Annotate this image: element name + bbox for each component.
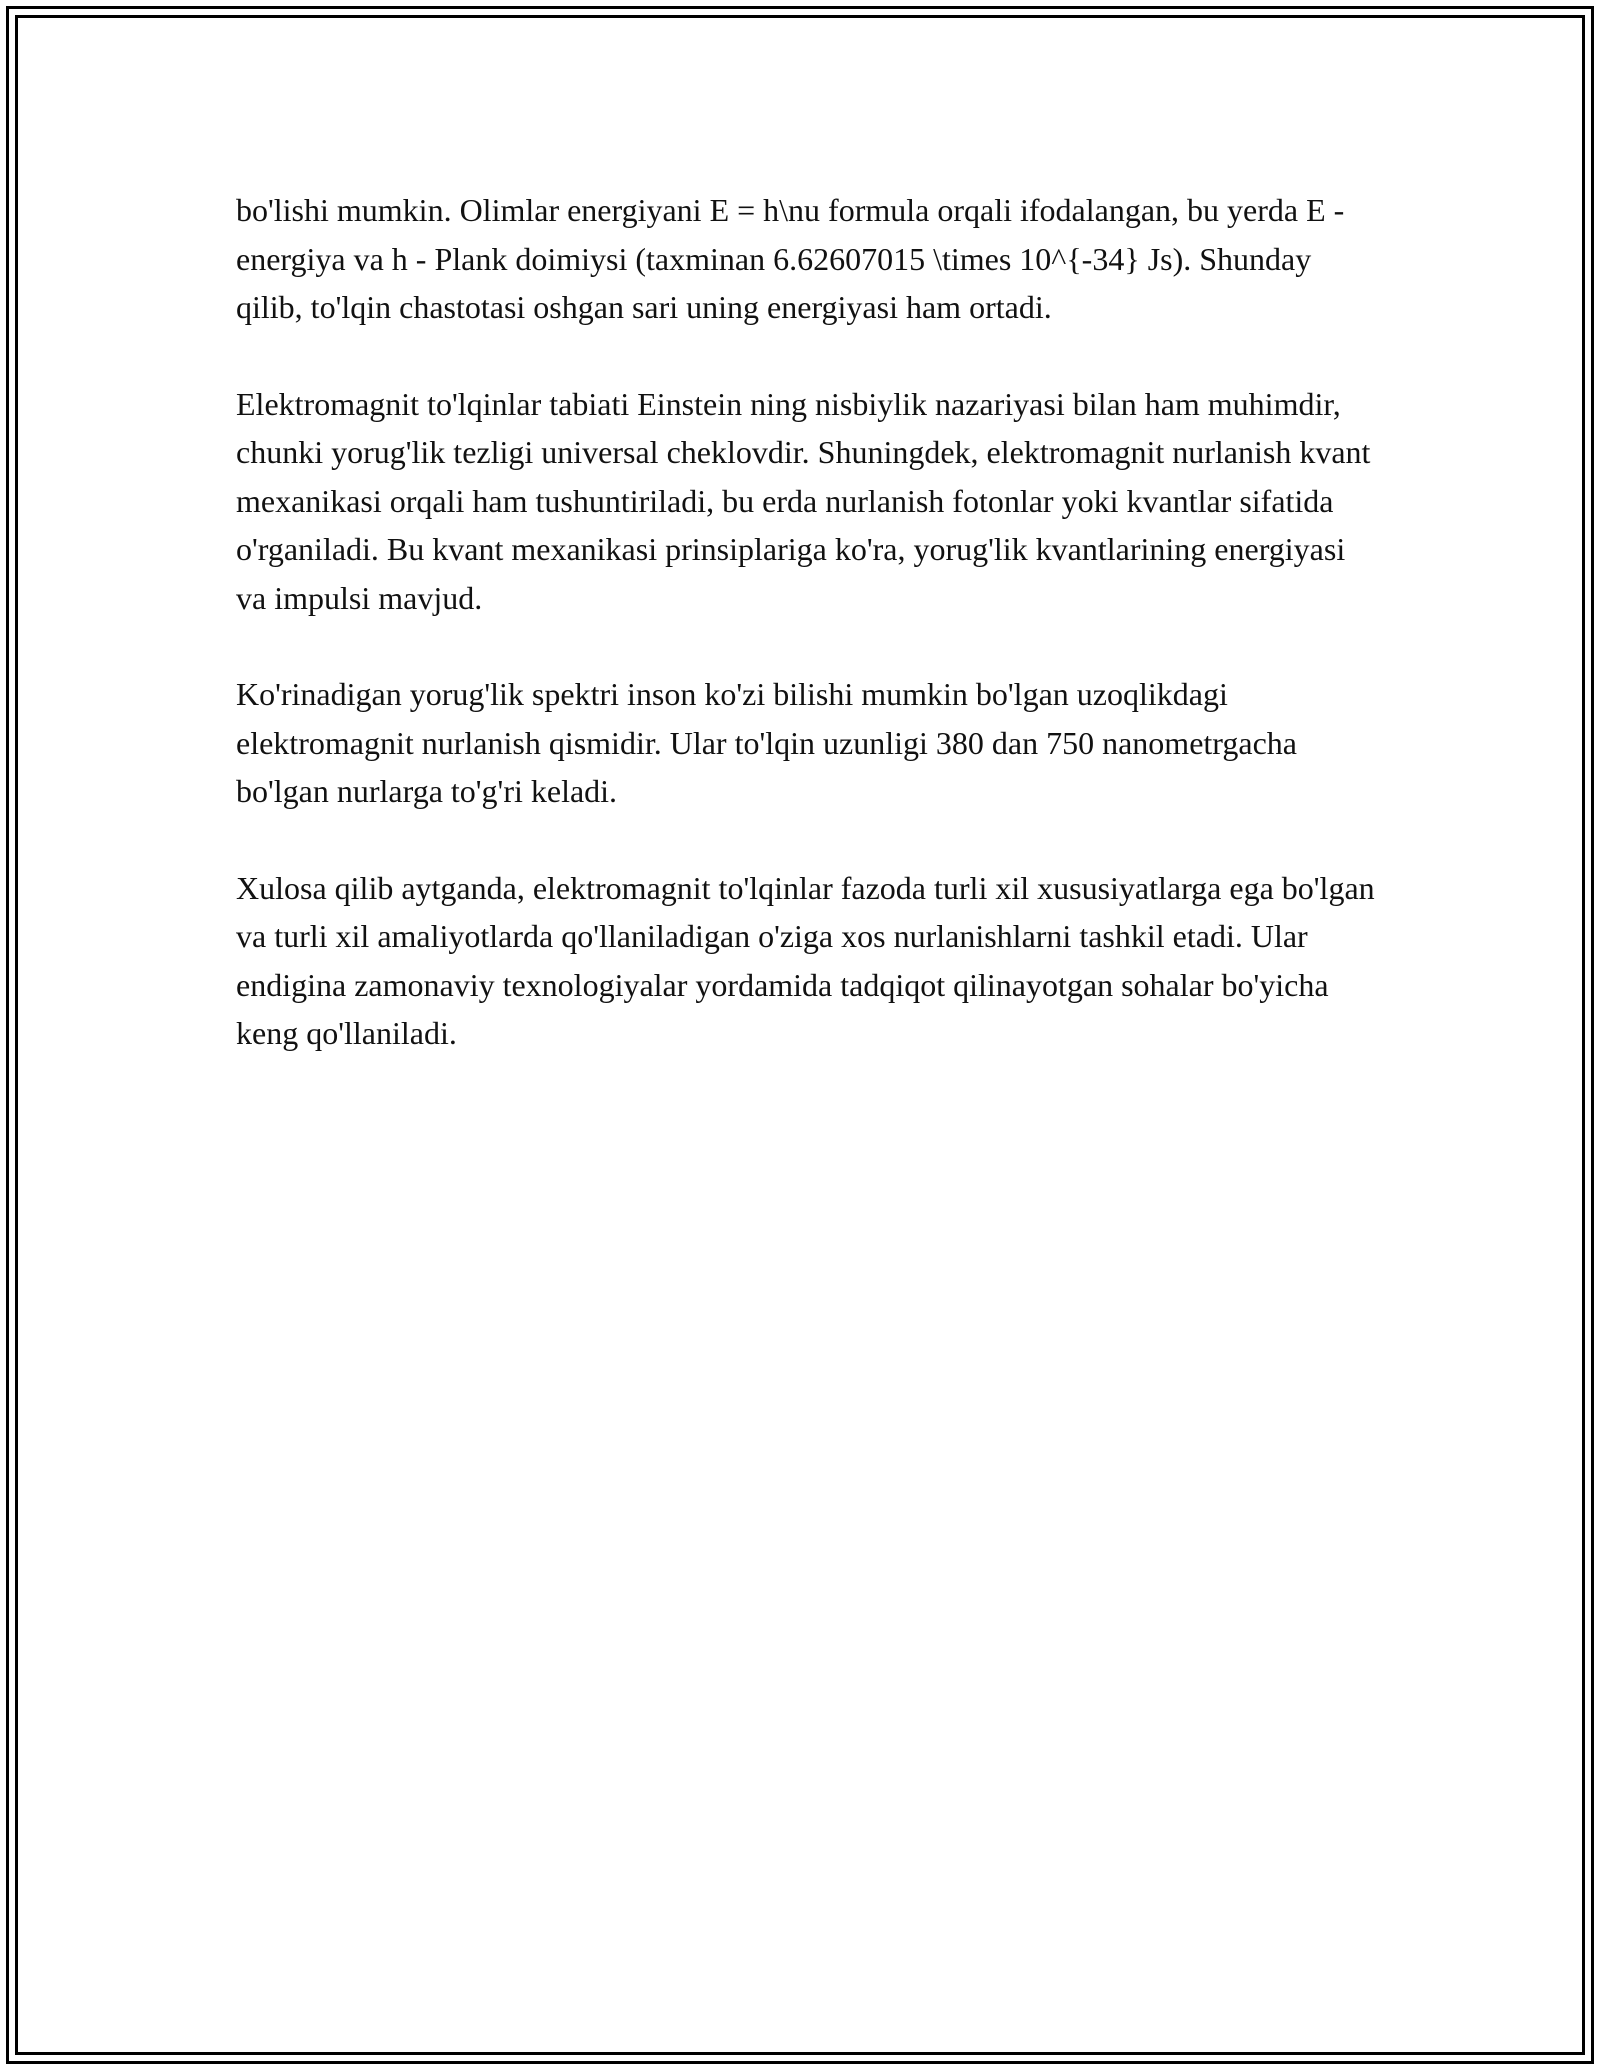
- paragraph-photon-energy: bo'lishi mumkin. Olimlar energiyani E = h\nu formula orqali ifodalangan, bu yerda E - energiya va h - Plank doimiysi (taxminan 6.62607015 \times 10^{-34} Js). Shunday qilib, to'lqin chastotasi oshgan sari uning energiyasi ham ortadi.: [236, 192, 1345, 325]
- paragraph-visible-spectrum: Ko'rinadigan yorug'lik spektri inson ko'zi bilishi mumkin bo'lgan uzoqlikdagi elektromagnit nurlanish qismidir. Ular to'lqin uzunligi 380 dan 750 nanometrgacha bo'lgan nurlarga to'g'ri keladi.: [236, 676, 1297, 809]
- paragraph-conclusion: Xulosa qilib aytganda, elektromagnit to'lqinlar fazoda turli xil xususiyatlarga ega bo'lgan va turli xil amaliyotlarda qo'llaniladigan o'ziga xos nurlanishlarni tashkil etadi. Ular endigina zamonaviy texnologiyalar yordamida tadqiqot qilinayotgan sohalar bo'yicha keng qo'llaniladi.: [236, 869, 1375, 1051]
- paragraph-relativity-quantum: Elektromagnit to'lqinlar tabiati Einstein ning nisbiylik nazariyasi bilan ham muhimdir, chunki yorug'lik tezligi universal cheklovdir. Shuningdek, elektromagnit nurlanish kvant mexanikasi orqali ham tushuntiriladi, bu erda nurlanish fotonlar yoki kvantlar sifatida o'rganiladi. Bu kvant mexanikasi prinsiplariga ko'ra, yorug'lik kvantlarining energiyasi va impulsi mavjud.: [236, 385, 1371, 616]
- document-body: [236, 186, 1376, 1106]
